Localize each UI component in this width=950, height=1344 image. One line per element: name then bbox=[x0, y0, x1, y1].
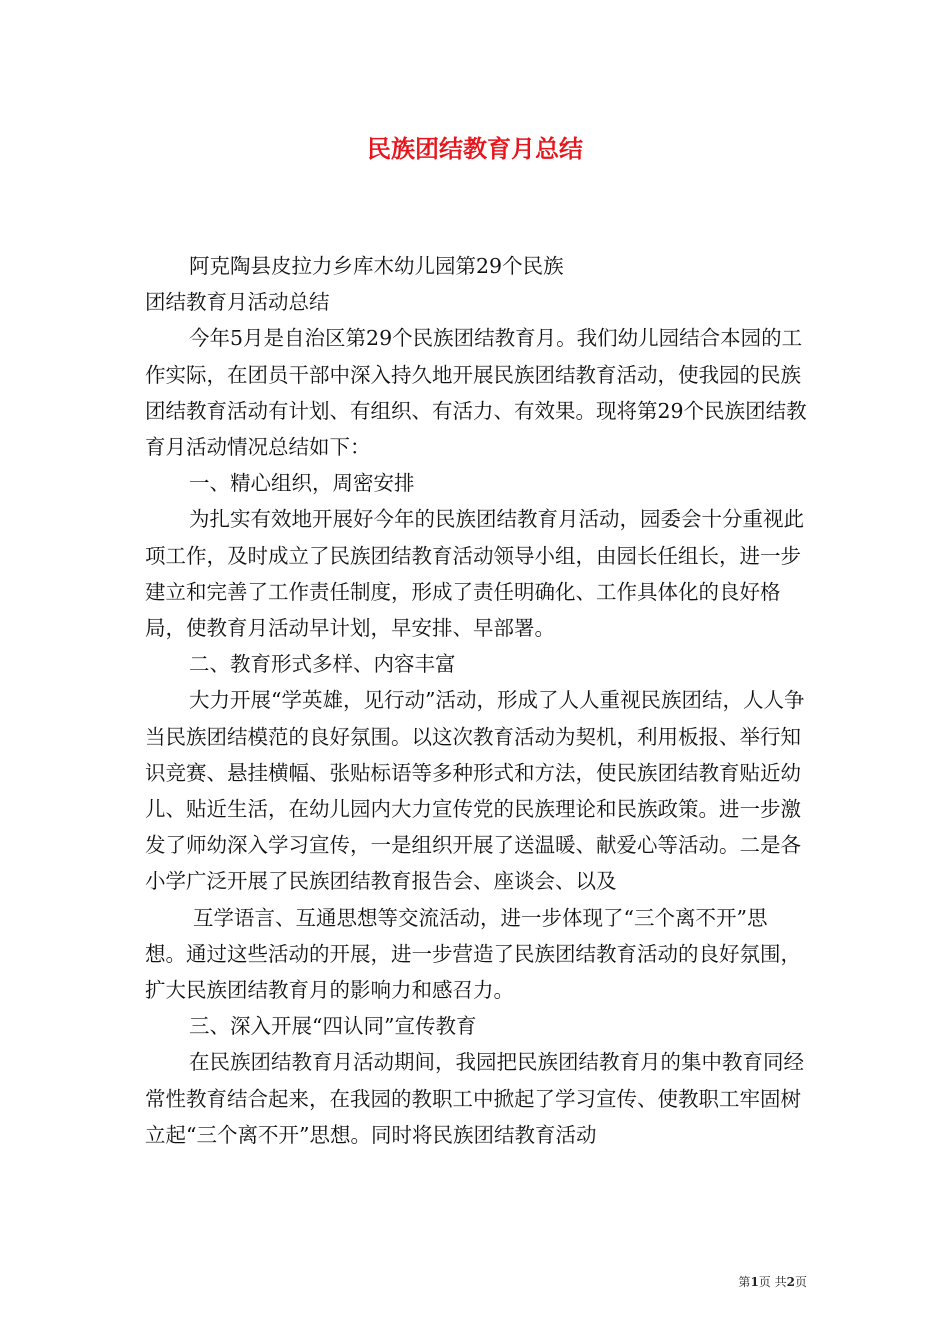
paragraph-intro: 今年5月是自治区第29个民族团结教育月。我们幼儿园结合本园的工作实际，在团员干部中深入持久地开展民族团结教育活动，使我园的民族团结教育活动有计划、有组织、有活力、有效果。现将第29个民族团结教育月活动情况总结如下： bbox=[145, 326, 807, 460]
footer-current-page: 1 bbox=[750, 1275, 759, 1289]
footer-prefix: 第 bbox=[738, 1275, 751, 1289]
section-heading-3: 三、深入开展“四认同”宣传教育 bbox=[189, 1014, 477, 1039]
page-footer bbox=[738, 1274, 807, 1290]
paragraph-subtitle: 团结教育月活动总结 bbox=[145, 290, 330, 315]
document-title: 民族团结教育月总结 bbox=[367, 134, 583, 163]
paragraph-section-2-continued: 互学语言、互通思想等交流活动，进一步体现了“三个离不开”思想。通过这些活动的开展，进一步营造了民族团结教育活动的良好氛围，扩大民族团结教育月的影响力和感召力。 bbox=[145, 905, 801, 1003]
paragraph-section-2: 大力开展“学英雄，见行动”活动，形成了人人重视民族团结，人人争当民族团结模范的良好氛围。以这次教育活动为契机，利用板报、举行知识竞赛、悬挂横幅、张贴标语等多种形式和方法，使民族团结教育贴近幼儿、贴近生活，在幼儿园内大力宣传党的民族理论和民族政策。进一步激发了师幼深入学习宣传，一是组织开展了送温暖、献爱心等活动。二是各小学广泛开展了民族团结教育报告会、座谈会、以及 bbox=[145, 688, 805, 894]
paragraph-section-1: 为扎实有效地开展好今年的民族团结教育月活动，园委会十分重视此项工作，及时成立了民族团结教育活动领导小组，由园长任组长，进一步建立和完善了工作责任制度，形成了责任明确化、工作具体化的良好格局，使教育月活动早计划，早安排、早部署。 bbox=[145, 507, 804, 641]
paragraph-school-name: 阿克陶县皮拉力乡库木幼儿园第29个民族 bbox=[189, 254, 564, 278]
footer-suffix: 页 bbox=[794, 1275, 807, 1289]
section-heading-2: 二、教育形式多样、内容丰富 bbox=[189, 652, 456, 677]
footer-total-pages: 2 bbox=[786, 1275, 795, 1289]
document-body bbox=[145, 248, 807, 1153]
footer-middle: 页 共 bbox=[758, 1275, 787, 1289]
paragraph-section-3: 在民族团结教育月活动期间，我园把民族团结教育月的集中教育同经常性教育结合起来，在我园的教职工中掀起了学习宣传、使教职工牢固树立起“三个离不开”思想。同时将民族团结教育活动 bbox=[145, 1050, 804, 1147]
section-heading-1: 一、精心组织，周密安排 bbox=[189, 471, 415, 496]
